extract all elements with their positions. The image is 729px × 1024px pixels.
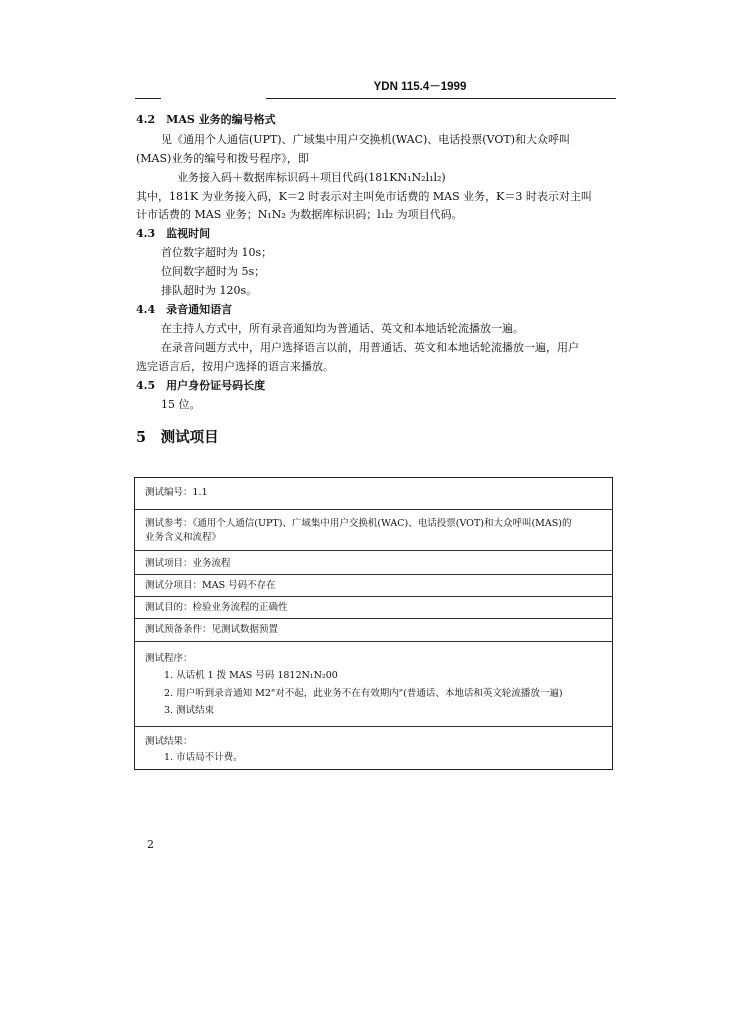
section-4-2-heading: 4.2 MAS 业务的编号格式 xyxy=(136,113,276,126)
table-divider xyxy=(135,618,612,619)
running-header-title: YDN 115.4－1999 xyxy=(373,81,467,93)
section-4-2-para-line-1: 见《通用个人通信(UPT)、广域集中用户交换机(WAC)、电话投票(VOT)和大众呼叫 xyxy=(161,133,570,146)
section-4-2-formula: 业务接入码＋数据库标识码＋项目代码(181KN₁N₂l₁l₂) xyxy=(177,171,446,184)
page-number: 2 xyxy=(147,838,154,851)
test-preconditions: 测试预备条件：见测试数据预置 xyxy=(145,624,279,635)
table-divider xyxy=(135,596,612,597)
header-rule-left xyxy=(135,98,161,99)
section-4-3-item-3: 排队超时为 120s。 xyxy=(161,284,258,297)
section-4-3-heading: 4.3 监视时间 xyxy=(136,227,211,240)
test-case-table xyxy=(134,477,613,770)
section-4-2-para-line-3: 其中，181K 为业务接入码，K＝2 时表示对主叫免市话费的 MAS 业务，K＝3 时表示对主叫 xyxy=(136,190,592,203)
test-result-label: 测试结果： xyxy=(145,736,193,747)
section-4-5-heading: 4.5 用户身份证号码长度 xyxy=(136,379,266,392)
table-divider xyxy=(135,574,612,575)
table-divider xyxy=(135,726,612,727)
test-procedure-step-2: 2. 用户听到录音通知 M2"对不起，此业务不在有效期内"(普通话、本地话和英文轮流播放一遍) xyxy=(164,688,563,699)
section-4-2-para-line-4: 计市话费的 MAS 业务；N₁N₂ 为数据库标识码；l₁l₂ 为项目代码。 xyxy=(136,208,463,221)
test-number: 测试编号：1.1 xyxy=(145,487,208,498)
test-item: 测试项目：业务流程 xyxy=(145,558,231,569)
section-5-heading: 5 测试项目 xyxy=(136,429,219,446)
section-4-4-para-2-line-1: 在录音问题方式中，用户选择语言以前，用普通话、英文和本地话轮流播放一遍，用户 xyxy=(161,341,579,354)
table-divider xyxy=(135,550,612,551)
test-subitem: 测试分项目：MAS 号码不存在 xyxy=(145,580,276,591)
test-procedure-label: 测试程序： xyxy=(145,653,193,664)
test-reference-line-2: 业务含义和流程》 xyxy=(145,532,222,543)
section-4-3-item-2: 位间数字超时为 5s； xyxy=(161,265,266,278)
table-divider xyxy=(135,509,612,510)
test-purpose: 测试目的：检验业务流程的正确性 xyxy=(145,602,288,613)
section-4-4-heading: 4.4 录音通知语言 xyxy=(136,303,233,316)
test-result-item-1: 1. 市话局不计费。 xyxy=(164,752,243,763)
section-4-4-para-1: 在主持人方式中，所有录音通知均为普通话、英文和本地话轮流播放一遍。 xyxy=(161,322,524,335)
section-4-5-para: 15 位。 xyxy=(161,398,201,411)
test-reference-line-1: 测试参考：《通用个人通信(UPT)、广域集中用户交换机(WAC)、电话投票(VOT)和大众呼叫(MAS)的 xyxy=(145,518,572,529)
section-4-2-para-line-2: (MAS)业务的编号和拨号程序》，即 xyxy=(136,152,309,165)
section-4-4-para-2-line-2: 选完语言后，按用户选择的语言来播放。 xyxy=(136,360,334,373)
header-rule-right xyxy=(266,98,616,99)
test-procedure-step-3: 3. 测试结束 xyxy=(164,705,215,716)
table-divider xyxy=(135,641,612,642)
test-procedure-step-1: 1. 从话机 1 拨 MAS 号码 1812N₁N₂00 xyxy=(164,670,338,681)
section-4-3-item-1: 首位数字超时为 10s； xyxy=(161,246,273,259)
